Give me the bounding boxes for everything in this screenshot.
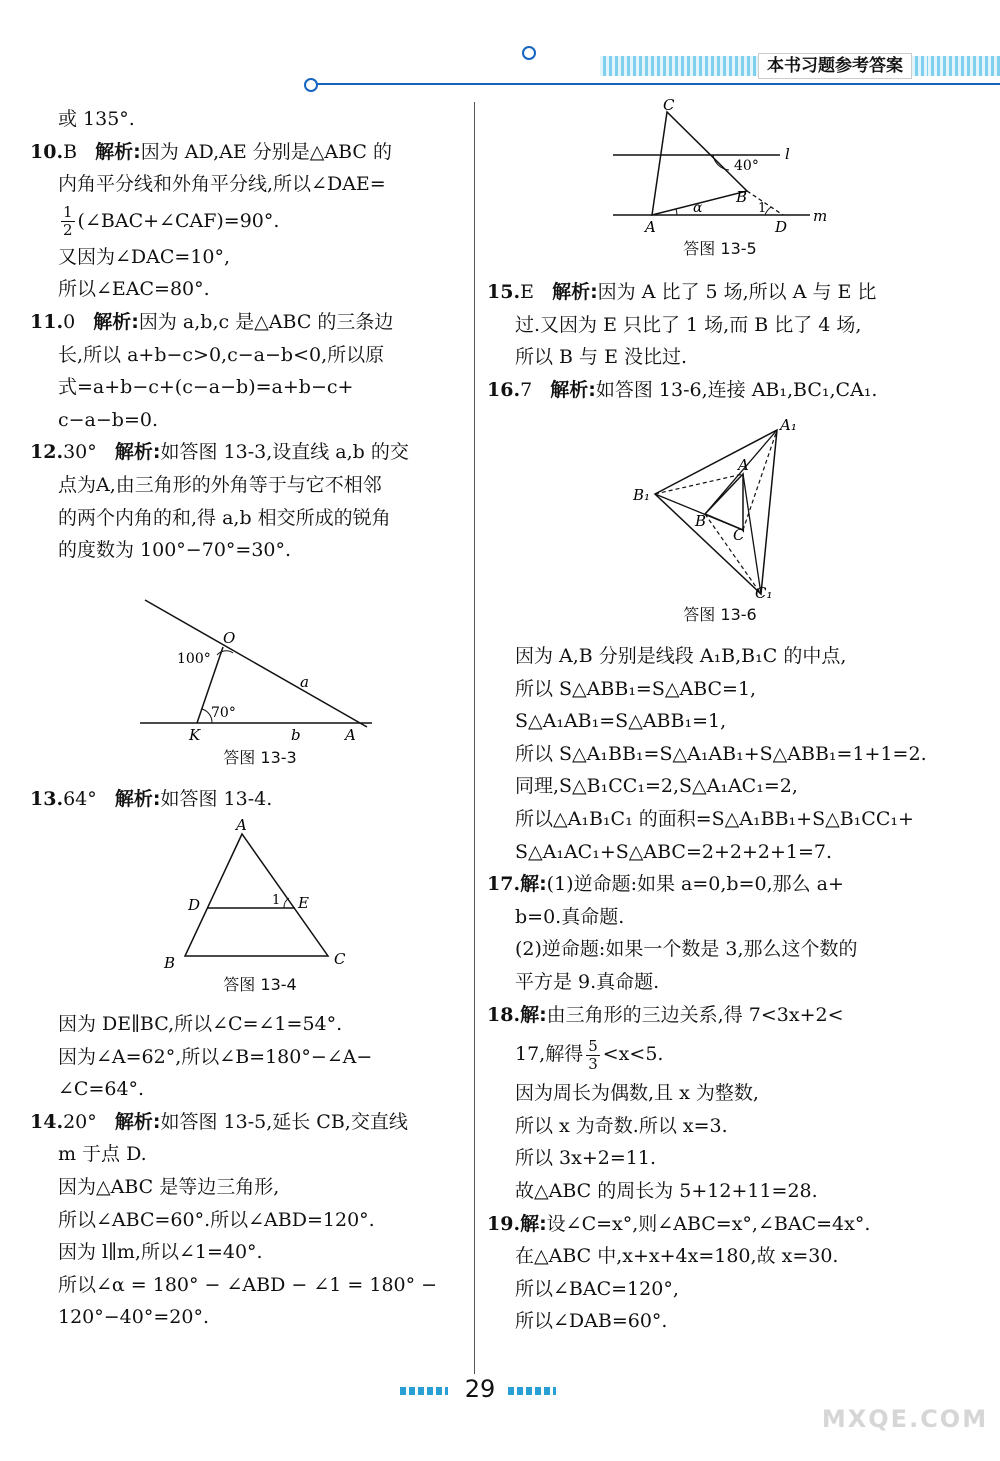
text-line: 因为 l∥m,所以∠1=40°. xyxy=(58,1241,263,1264)
figure-13-3-drawing xyxy=(135,595,385,745)
answer: B xyxy=(63,140,78,163)
text-line: 120°−40°=20°. xyxy=(58,1306,209,1329)
text-line: 的两个内角的和,得 a,b 相交所成的锐角 xyxy=(58,506,391,529)
solution-label: 解: xyxy=(520,1212,547,1235)
segment-C1A xyxy=(743,474,761,594)
analysis-label: 解析: xyxy=(114,441,161,464)
answer: 30° xyxy=(63,441,97,464)
question-number: 10. xyxy=(30,140,64,163)
figure-13-3 xyxy=(135,595,385,768)
text-line: 由三角形的三边关系,得 7<3x+2< xyxy=(546,1003,844,1026)
analysis-label: 解析: xyxy=(93,310,139,333)
figure-13-5 xyxy=(605,98,835,259)
question-18 xyxy=(487,999,937,1032)
question-number: 17. xyxy=(487,873,521,896)
question-number: 12. xyxy=(30,441,64,464)
text-line: 因为 AD,AE 分别是△ABC 的 xyxy=(140,140,392,163)
text-line: 又因为∠DAC=10°, xyxy=(58,245,231,268)
page-header xyxy=(300,38,1000,88)
label-1: 1 xyxy=(272,893,281,908)
label-a: a xyxy=(300,673,309,691)
fraction xyxy=(61,204,75,239)
label-E: E xyxy=(298,894,309,912)
fraction-line xyxy=(30,201,460,241)
left-column-bottom xyxy=(30,1008,460,1334)
text-line: 或 135°. xyxy=(58,108,135,130)
question-number: 11. xyxy=(30,310,64,333)
analysis-label: 解析: xyxy=(114,788,161,810)
answer: 64° xyxy=(63,788,97,810)
text-line: 因为周长为偶数,且 x 为整数, xyxy=(515,1082,759,1105)
figure-13-6 xyxy=(625,412,815,625)
text-line: 所以 3x+2=11. xyxy=(515,1147,656,1170)
text-line: b=0.真命题. xyxy=(515,905,625,928)
figure-13-6-drawing xyxy=(625,412,815,602)
answer: E xyxy=(520,281,534,303)
label-l: l xyxy=(785,145,790,163)
text-line: 17,解得 xyxy=(515,1043,584,1066)
fraction-denominator: 2 xyxy=(63,221,73,240)
text-line: 设∠C=x°,则∠ABC=x°,∠BAC=4x°. xyxy=(546,1212,871,1235)
label-70-deg: 70° xyxy=(211,705,236,721)
text-line: ∠C=64°. xyxy=(58,1078,145,1101)
left-column xyxy=(30,103,460,567)
page-footer xyxy=(400,1375,560,1405)
text-line: c−a−b=0. xyxy=(58,408,159,431)
text-line: 平方是 9.真命题. xyxy=(515,970,660,993)
text-line: S△A₁AB₁=S△ABB₁=1, xyxy=(515,710,727,733)
label-C: C xyxy=(334,950,346,968)
figure-caption: 答图 13-5 xyxy=(683,239,757,258)
right-column xyxy=(487,276,927,406)
text-line: 所以∠α = 180° − ∠ABD − ∠1 = 180° − xyxy=(58,1273,438,1296)
label-K: K xyxy=(189,726,201,744)
triangle-A1B1C1 xyxy=(655,430,777,594)
question-10 xyxy=(30,136,460,169)
text-line: 因为 DE∥BC,所以∠C=∠1=54°. xyxy=(58,1013,343,1035)
figure-13-4 xyxy=(160,816,360,995)
text-line: 的度数为 100°−70°=30°. xyxy=(58,539,292,562)
fraction-denominator: 3 xyxy=(588,1054,598,1073)
label-D: D xyxy=(188,896,201,914)
text-line: 所以 x 为奇数.所以 x=3. xyxy=(515,1114,728,1137)
label-A1: A₁ xyxy=(780,416,797,434)
footer-deco-right xyxy=(508,1387,556,1395)
solution-label: 解: xyxy=(520,873,547,896)
question-13-line xyxy=(30,783,460,816)
label-A: A xyxy=(236,816,247,834)
label-B: B xyxy=(736,188,748,206)
text-line: 所以△A₁B₁C₁ 的面积=S△A₁BB₁+S△B₁CC₁+ xyxy=(515,807,914,830)
answer: 0 xyxy=(63,310,76,333)
text-line: (∠BAC+∠CAF)=90°. xyxy=(77,209,280,232)
text-line: 因为△ABC 是等边三角形, xyxy=(58,1175,280,1198)
label-A: A xyxy=(345,726,356,744)
figure-caption: 答图 13-4 xyxy=(223,975,297,994)
text-line: 长,所以 a+b−c>0,c−a−b<0,所以原 xyxy=(58,343,385,366)
question-number: 14. xyxy=(30,1110,64,1133)
label-B: B xyxy=(695,512,707,530)
label-B: B xyxy=(164,954,176,972)
page-number: 29 xyxy=(464,1375,496,1403)
fraction-line xyxy=(487,1031,937,1077)
text-line: 如答图 13-3,设直线 a,b 的交 xyxy=(160,441,409,464)
question-19 xyxy=(487,1208,937,1241)
text-line: 所以 B 与 E 没比过. xyxy=(515,346,688,369)
question-number: 13. xyxy=(30,788,64,810)
text-line: 所以∠ABC=60°.所以∠ABD=120°. xyxy=(58,1208,375,1231)
text-line: 点为A,由三角形的外角等于与它不相邻 xyxy=(58,473,382,496)
text-line: 因为 a,b,c 是△ABC 的三条边 xyxy=(138,310,394,333)
text-line: 如答图 13-4. xyxy=(160,788,273,810)
label-D: D xyxy=(775,218,788,236)
question-14 xyxy=(30,1106,460,1139)
label-C1: C₁ xyxy=(755,584,773,602)
right-column-bottom xyxy=(487,640,937,1338)
figure-caption: 答图 13-6 xyxy=(683,605,757,624)
analysis-label: 解析: xyxy=(552,281,598,303)
text-line: S△A₁AC₁+S△ABC=2+2+2+1=7. xyxy=(515,840,833,863)
question-number: 16. xyxy=(487,378,521,401)
analysis-label: 解析: xyxy=(550,378,596,401)
label-A: A xyxy=(738,456,749,474)
text-line: 所以 S△ABB₁=S△ABC=1, xyxy=(515,677,757,700)
label-40-deg: 40° xyxy=(734,158,759,174)
label-C: C xyxy=(733,526,745,544)
text-line: 故△ABC 的周长为 5+12+11=28. xyxy=(515,1179,818,1202)
header-dot-left xyxy=(522,46,536,60)
text-line: 所以∠BAC=120°, xyxy=(515,1277,679,1300)
label-A: A xyxy=(645,218,656,236)
text-line: 所以∠EAC=80°. xyxy=(58,278,210,301)
text-line: 在△ABC 中,x+x+4x=180,故 x=30. xyxy=(515,1245,839,1268)
question-13 xyxy=(30,783,460,816)
header-rule xyxy=(312,83,1000,85)
text-line: <x<5. xyxy=(602,1043,664,1066)
text-line: 内角平分线和外角平分线,所以∠DAE= xyxy=(58,173,386,196)
header-dot-right xyxy=(304,78,318,92)
question-16 xyxy=(487,374,927,407)
footer-deco-left xyxy=(400,1387,448,1395)
header-title: 本书习题参考答案 xyxy=(758,53,912,79)
label-b: b xyxy=(291,726,301,744)
analysis-label: 解析: xyxy=(114,1110,161,1133)
text-line: 因为 A 比了 5 场,所以 A 与 E 比 xyxy=(597,281,877,303)
question-12 xyxy=(30,436,460,469)
text-line: 过.又因为 E 只比了 1 场,而 B 比了 4 场, xyxy=(515,313,862,336)
label-1: 1 xyxy=(758,201,767,216)
question-17 xyxy=(487,868,937,901)
figure-13-5-drawing xyxy=(605,98,835,238)
segment-AB1 xyxy=(655,474,743,494)
solution-label: 解: xyxy=(520,1003,547,1026)
text-line: 因为 A,B 分别是线段 A₁B,B₁C 的中点, xyxy=(515,645,847,667)
watermark: MXQE.COM xyxy=(821,1405,989,1433)
fraction xyxy=(586,1038,600,1073)
label-100-deg: 100° xyxy=(177,651,211,667)
text-line: 同理,S△B₁CC₁=2,S△A₁AC₁=2, xyxy=(515,775,798,798)
column-divider xyxy=(474,102,475,1374)
question-15 xyxy=(487,276,927,309)
question-number: 18. xyxy=(487,1003,521,1026)
label-alpha: α xyxy=(693,200,703,216)
text-line: (2)逆命题:如果一个数是 3,那么这个数的 xyxy=(515,938,858,961)
angle-arc-40 xyxy=(713,155,729,170)
text-line: (1)逆命题:如果 a=0,b=0,那么 a+ xyxy=(546,873,844,896)
text-line: 所以∠DAB=60°. xyxy=(515,1310,668,1333)
question-number: 15. xyxy=(487,281,521,303)
text-line: 所以 S△A₁BB₁=S△A₁AB₁+S△ABB₁=1+1=2. xyxy=(515,742,927,765)
label-C: C xyxy=(663,98,675,114)
text-line: m 于点 D. xyxy=(58,1143,147,1166)
angle-arc-100 xyxy=(217,651,233,655)
text-line: 如答图 13-6,连接 AB₁,BC₁,CA₁. xyxy=(595,378,878,401)
fraction-numerator: 1 xyxy=(63,203,73,222)
label-O: O xyxy=(223,629,236,647)
question-11 xyxy=(30,306,460,339)
label-B1: B₁ xyxy=(633,486,651,504)
figure-13-4-drawing xyxy=(160,816,360,976)
header-band-end xyxy=(928,56,1000,76)
text-line: 如答图 13-5,延长 CB,交直线 xyxy=(160,1110,408,1133)
fraction-numerator: 5 xyxy=(588,1036,598,1055)
text-line: 因为∠A=62°,所以∠B=180°−∠A− xyxy=(58,1045,373,1068)
figure-caption: 答图 13-3 xyxy=(223,748,297,767)
answer: 20° xyxy=(63,1110,97,1133)
label-m: m xyxy=(813,207,828,225)
answer: 7 xyxy=(520,378,533,401)
analysis-label: 解析: xyxy=(95,140,141,163)
text-line: 式=a+b−c+(c−a−b)=a+b−c+ xyxy=(58,376,354,399)
question-number: 19. xyxy=(487,1212,521,1235)
angle-arc-alpha xyxy=(676,209,677,215)
